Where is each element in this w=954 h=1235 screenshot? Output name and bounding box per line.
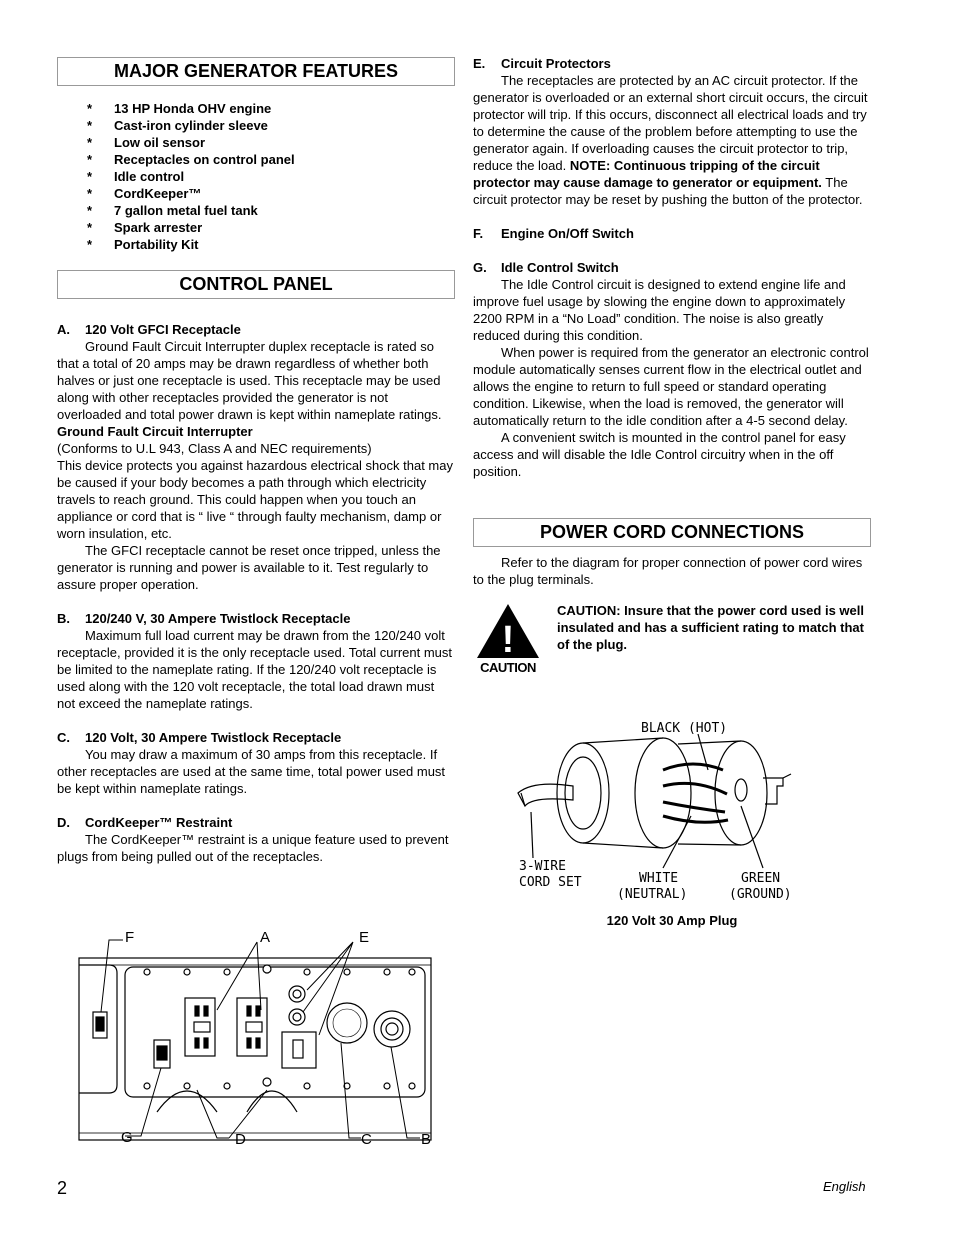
plug-diagram [473,708,871,908]
plug-caption: 120 Volt 30 Amp Plug [606,913,738,928]
features-list [57,100,455,253]
section-e-text-end: The circuit protector may be reset by pushing the button of the protector. [473,175,863,207]
left-column [57,57,455,865]
section-b-letter: B. [57,611,70,626]
section-d-title: CordKeeper™ Restraint [85,815,233,830]
fig-label-d: D [235,1131,246,1148]
caution-text: CAUTION: Insure that the power cord used is well insulated and has a sufficient rating to match that of the plug. [557,603,864,652]
control-panel-diagram [57,890,455,1175]
section-e-note: NOTE: Continuous tripping of the circuit protector may cause damage to generator or equipment. [473,158,822,190]
section-g-para-3: A convenient switch is mounted in the control panel for easy access and will disable the Idle Control circuitry when in the off position. [473,430,846,479]
section-a-letter: A. [57,322,70,337]
section-g-para-2: When power is required from the generator an electronic control module automatically senses current flow in the electrical outlet and allows the engine to return to full speed or standard operating condition. Likewise, when the load is removed, the generator will automatically return to the idle condition after a 4-5 second delay. [473,345,869,428]
section-a-heading [57,321,455,338]
fig-label-b: B [421,1131,432,1148]
feature-item [57,202,455,219]
bullet-star: * [87,118,93,133]
feature-item [57,117,455,134]
section-c-heading [57,729,455,746]
feature-label: Spark arrester [114,220,203,235]
feature-label: Portability Kit [114,237,199,252]
feature-item [57,100,455,117]
caution-label: CAUTION [480,660,536,674]
section-c-letter: C. [57,730,70,745]
section-f-title: Engine On/Off Switch [501,226,634,241]
language-label: English [823,1179,866,1194]
gfci-heading: Ground Fault Circuit Interrupter [57,424,253,439]
section-b-para: Maximum full load current may be drawn from the 120/240 volt receptacle, provided it is the only receptacle used. Total current must be limited to the nameplate rating. If the 120/240 volt receptacle is used along with the 120 volt receptacle, the total load drawn must not exceed the nameplate ratings. [57,628,453,711]
section-e-letter: E. [473,56,486,71]
fig-label-a: A [260,929,271,946]
section-c-para: You may draw a maximum of 30 amps from this receptacle. If other receptacles are used at the same time, total power used must be kept within nameplate ratings. [57,747,446,796]
feature-item [57,168,455,185]
white-label: WHITE [639,871,679,886]
caution-mark: ! [501,619,515,661]
green-label: GREEN [741,871,781,886]
page-number: 2 [57,1178,68,1198]
feature-item [57,236,455,253]
section-a-para: Ground Fault Circuit Interrupter duplex receptacle is rated so that a total of 20 amps may be drawn regardless of whether both halves or just one receptacle is used. This receptacle may be used along with other receptacles provided the generator is not overloaded and total power drawn is kept within nameplate ratings. [57,339,442,422]
section-d-para: The CordKeeper™ restraint is a unique feature used to prevent plugs from being pulled out of the receptacles. [57,832,449,864]
fig-label-c: C [361,1131,372,1148]
fig-label-g: G [121,1129,133,1146]
right-column [473,55,871,929]
section-e-title: Circuit Protectors [501,56,611,71]
major-features-header: MAJOR GENERATOR FEATURES [57,57,455,86]
control-panel-header: CONTROL PANEL [57,270,455,299]
gfci-conforms: (Conforms to U.L 943, Class A and NEC requirements) [57,441,372,456]
three-wire-label: 3-WIRE [519,859,566,874]
black-hot-label: BLACK (HOT) [641,721,728,736]
power-cord-intro: Refer to the diagram for proper connection of power cord wires to the plug terminals. [473,555,863,587]
section-d-heading [57,814,455,831]
section-f-heading [473,225,871,242]
inner-panel [125,967,425,1097]
bullet-star: * [87,237,93,252]
section-a-title: 120 Volt GFCI Receptacle [85,322,241,337]
twistlock-120-240v [374,1011,410,1047]
feature-label: 7 gallon metal fuel tank [114,203,258,218]
feature-label: 13 HP Honda OHV engine [114,101,272,116]
feature-label: Idle control [114,169,185,184]
cord-set-label: CORD SET [519,875,582,890]
caution-block [473,602,871,674]
caution-icon [473,602,543,674]
section-g-heading [473,259,871,276]
circuit-protector-1 [289,986,305,1002]
feature-item [57,185,455,202]
section-e-para [473,72,871,208]
ground-label: (GROUND) [729,887,792,902]
bullet-star: * [87,135,93,150]
feature-item [57,151,455,168]
bullet-star: * [87,101,93,116]
section-f-letter: F. [473,226,484,241]
feature-item [57,134,455,151]
bullet-star: * [87,152,93,167]
small-switch-plate [282,1032,316,1068]
section-b-heading [57,610,455,627]
feature-label: Cast-iron cylinder sleeve [114,118,268,133]
bullet-star: * [87,186,93,201]
bullet-star: * [87,203,93,218]
gfci-para: This device protects you against hazardous electrical shock that may be caused if your body becomes a path through which electricity travels to reach ground. This could happen when you touch an appliance or cord that is “ live “ through faulty mechanism, damp or worn insulation, etc. [57,458,453,541]
feature-label: CordKeeper™ [114,186,202,201]
panel-outline [79,958,431,1140]
section-e-heading [473,55,871,72]
bullet-star: * [87,220,93,235]
power-cord-header: POWER CORD CONNECTIONS [473,518,871,547]
gfci-para-2: The GFCI receptacle cannot be reset once tripped, unless the generator is running and power is available to it. Test regularly to assure proper operation. [57,543,441,592]
section-g-para-1: The Idle Control circuit is designed to extend engine life and improve fuel usage by slowing the engine down to approximately 2200 RPM in a “No Load” condition. The noise is also greatly reduced during this condition. [473,277,846,343]
fig-label-f: F [125,929,135,946]
section-e-text: The receptacles are protected by an AC circuit protector. If the generator is overloaded or an external short circuit occurs, the circuit protector will trip. If this occurs, disconnect all electrical loads and try to determine the cause of the problem before attempting to use the generator again. If overloading causes the circuit protector to trip, reduce the load. [473,73,868,173]
fig-label-e: E [359,929,370,946]
feature-label: Low oil sensor [114,135,206,150]
feature-item [57,219,455,236]
feature-label: Receptacles on control panel [114,152,295,167]
section-g-letter: G. [473,260,487,275]
section-b-title: 120/240 V, 30 Ampere Twistlock Receptacle [85,611,351,626]
neutral-label: (NEUTRAL) [617,887,688,902]
section-g-title: Idle Control Switch [501,260,619,275]
section-c-title: 120 Volt, 30 Ampere Twistlock Receptacle [85,730,342,745]
section-d-letter: D. [57,815,70,830]
circuit-protector-2 [289,1009,305,1025]
bullet-star: * [87,169,93,184]
